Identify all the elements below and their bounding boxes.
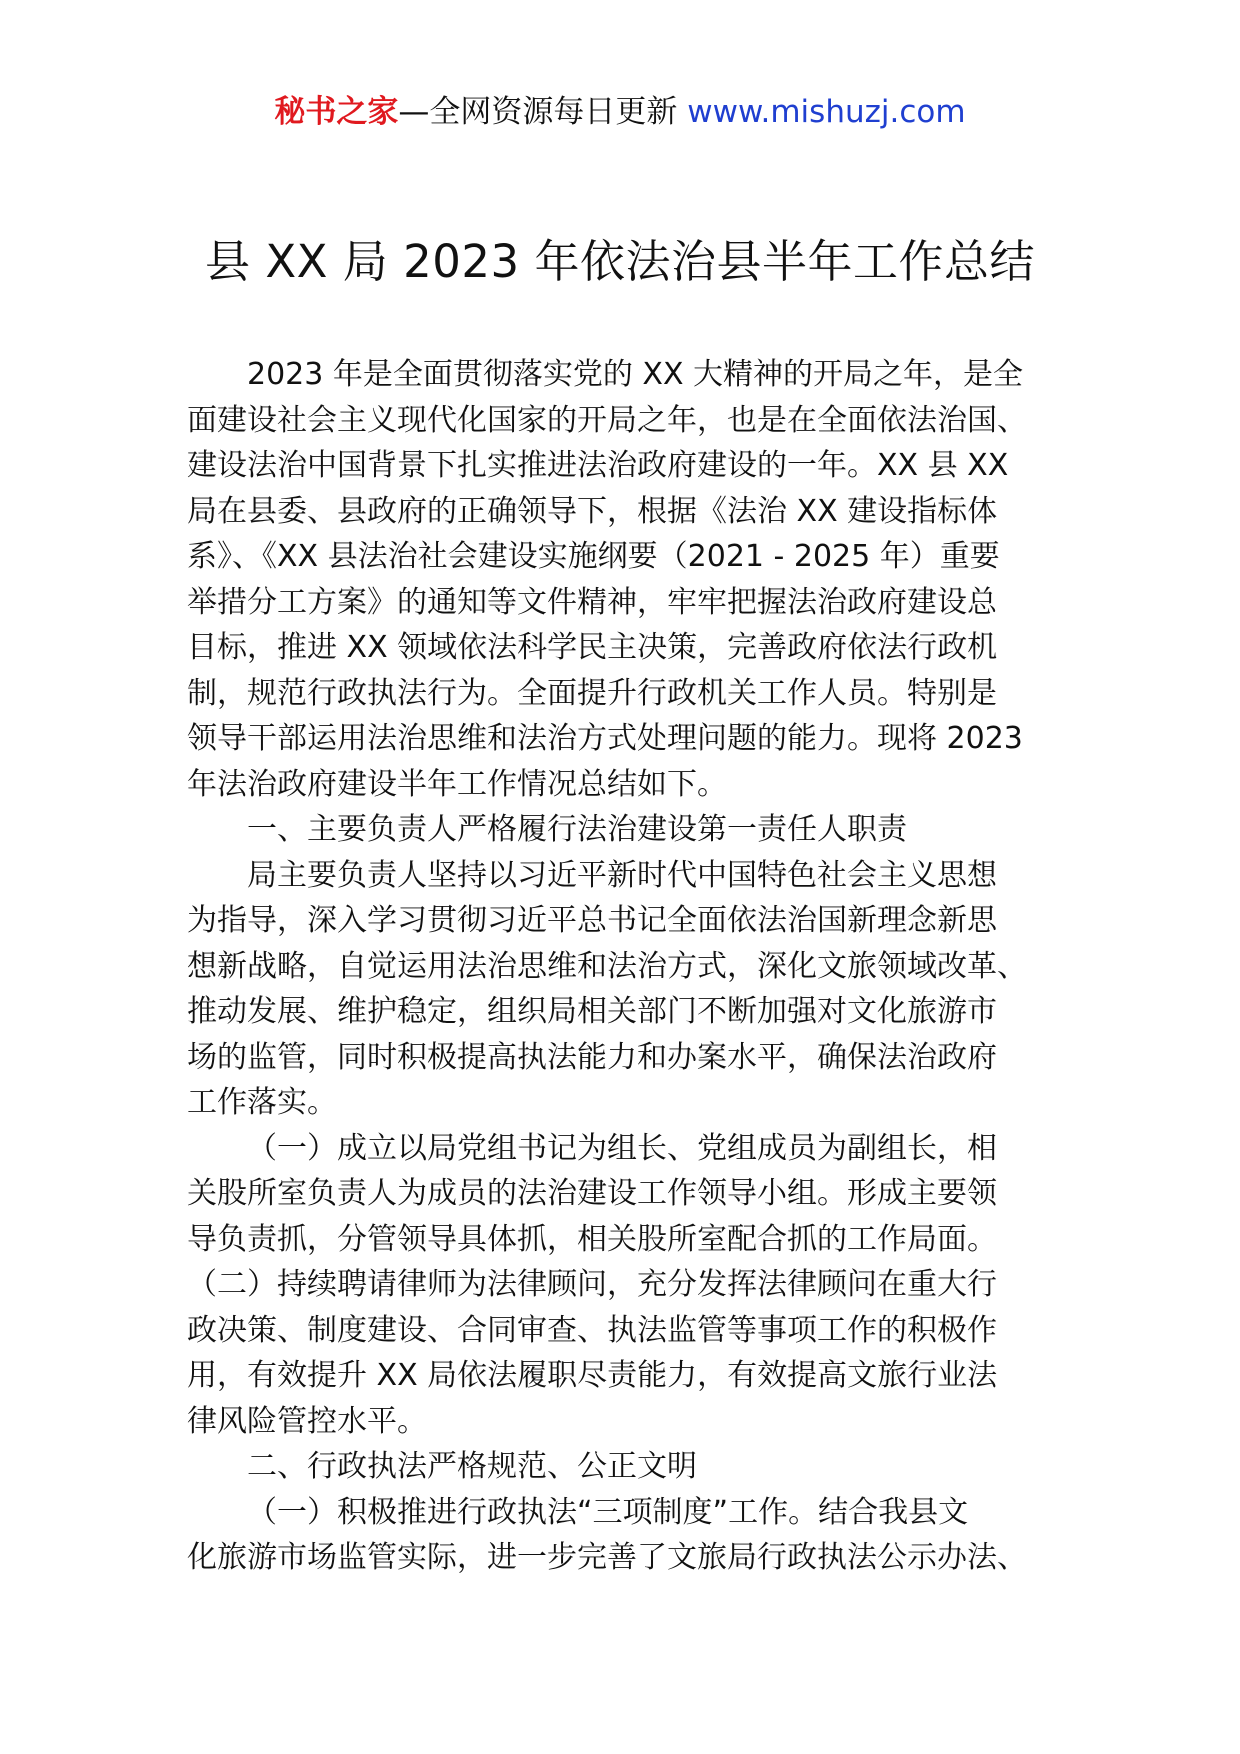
document-title: 县 XX 局 2023 年依法治县半年工作总结 [205,235,1035,288]
paragraph-line: 2023 年是全面贯彻落实党的 XX 大精神的开局之年，是全 [247,357,1024,392]
paragraph-line: 目标，推进 XX 领域依法科学民主决策，完善政府依法行政机 [187,630,998,665]
document-body [187,352,1067,1581]
paragraph-line: （二）持续聘请律师为法律顾问，充分发挥法律顾问在重大行 [187,1267,997,1302]
site-header [0,92,1240,132]
paragraph-line: 化旅游市场监管实际，进一步完善了文旅局行政执法公示办法、 [187,1540,1027,1575]
section-heading: 二、行政执法严格规范、公正文明 [247,1449,697,1484]
paragraph-line: 举措分工方案》的通知等文件精神，牢牢把握法治政府建设总 [187,584,997,620]
paragraph-line: 制，规范行政执法行为。全面提升行政机关工作人员。特别是 [187,675,997,711]
paragraph-line: 政决策、制度建设、合同审查、执法监管等事项工作的积极作 [187,1312,997,1348]
paragraph-line: 局在县委、县政府的正确领导下，根据《法治 XX 建设指标体 [187,493,998,529]
section-heading: 一、主要负责人严格履行法治建设第一责任人职责 [247,812,907,847]
paragraph-line: 用，有效提升 XX 局依法履职尽责能力，有效提高文旅行业法 [187,1358,998,1393]
paragraph-line: 建设法治中国背景下扎实推进法治政府建设的一年。XX 县 XX [187,448,1009,483]
paragraph-line: 系》、《XX 县法治社会建设实施纲要（2021 - 2025 年）重要 [187,539,1000,574]
paragraph-line: 律风险管控水平。 [187,1403,427,1439]
paragraph-line: 面建设社会主义现代化国家的开局之年，也是在全面依法治国、 [187,402,1027,438]
site-url-link[interactable]: www.mishuzj.com [687,94,966,130]
paragraph-line: 局主要负责人坚持以习近平新时代中国特色社会主义思想 [247,857,997,893]
paragraph-line: 关股所室负责人为成员的法治建设工作领导小组。形成主要领 [187,1176,997,1211]
paragraph-line: 为指导，深入学习贯彻习近平总书记全面依法治国新理念新思 [187,903,997,938]
paragraph-line: 工作落实。 [187,1085,337,1120]
paragraph-line: 领导干部运用法治思维和法治方式处理问题的能力。现将 2023 [187,721,1023,756]
paragraph-line: （一）积极推进行政执法“三项制度”工作。结合我县文 [247,1494,969,1530]
paragraph-line: 想新战略，自觉运用法治思维和法治方式，深化文旅领域改革、 [187,948,1027,984]
site-slogan: —全网资源每日更新 [398,94,678,130]
paragraph-line: 年法治政府建设半年工作情况总结如下。 [187,766,727,802]
site-brand: 秘书之家 [274,94,399,130]
paragraph-line: 场的监管，同时积极提高执法能力和办案水平，确保法治政府 [187,1039,997,1075]
paragraph-line: 推动发展、维护稳定，组织局相关部门不断加强对文化旅游市 [187,994,997,1029]
paragraph-line: （一）成立以局党组书记为组长、党组成员为副组长，相 [247,1130,997,1166]
paragraph-line: 导负责抓，分管领导具体抓，相关股所室配合抓的工作局面。 [187,1221,997,1257]
